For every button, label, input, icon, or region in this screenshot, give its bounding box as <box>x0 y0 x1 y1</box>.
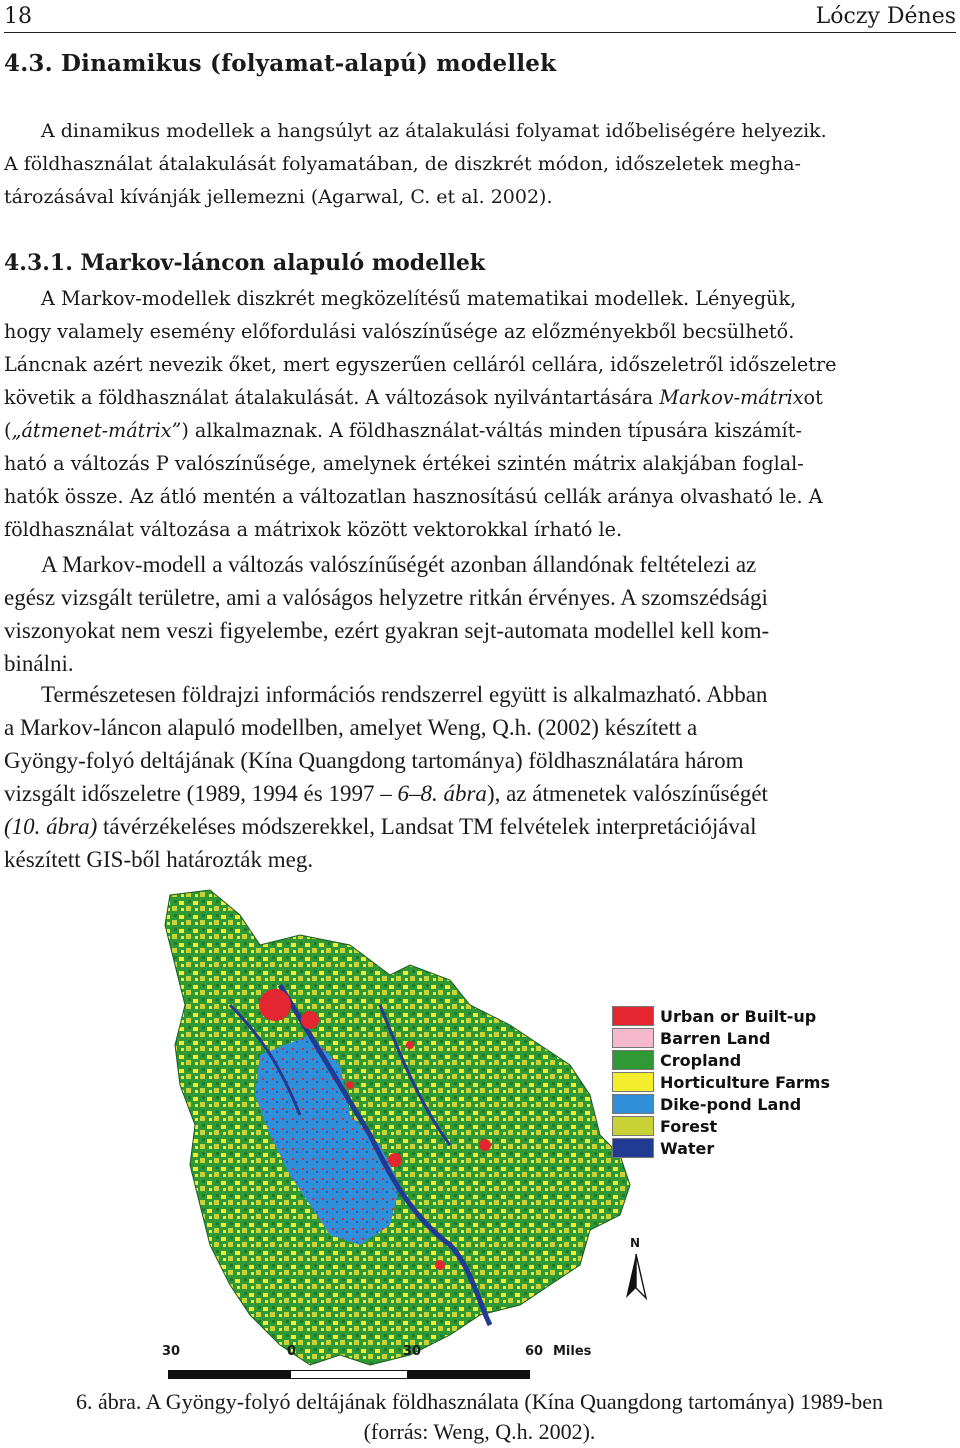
urban-area <box>406 1041 414 1049</box>
legend-item <box>612 1115 852 1137</box>
text-line: Gyöngy-folyó deltájának (Kína Quangdong tartománya) földhasználatára három <box>4 748 744 773</box>
markov-paragraph <box>4 282 955 546</box>
text-line: készített GIS-ből határozták meg. <box>4 847 314 872</box>
legend-swatch <box>612 1006 654 1026</box>
text-line: ható a változás P valószínűsége, amelynek értékei szintén mátrix alakjában foglal- <box>4 452 804 475</box>
legend-item <box>612 1137 852 1159</box>
text-line: Láncnak azért nevezik őket, mert egyszerűen celláról cellára, időszeletről időszeletre <box>4 353 837 376</box>
running-author: Lóczy Dénes <box>815 4 956 29</box>
text-run: ( <box>4 419 12 442</box>
text-line: A földhasználat átalakulását folyamatában, de diszkrét módon, időszeletek megha- <box>4 153 801 175</box>
text-run: ) alkalmaznak. A földhasználat-váltás minden típusára kiszámít- <box>181 419 802 442</box>
legend-swatch <box>612 1138 654 1158</box>
urban-area <box>435 1260 445 1270</box>
legend-swatch <box>612 1028 654 1048</box>
markov-limitations-paragraph <box>4 548 955 680</box>
text-line: tározásával kívánják jellemezni (Agarwal, C. et al. 2002). <box>4 186 553 208</box>
legend-label: Cropland <box>660 1050 742 1070</box>
legend-swatch <box>612 1094 654 1114</box>
text-line: A Markov-modell a változás valószínűségét azonban állandónak feltételezi az <box>41 552 757 577</box>
subsection-heading: 4.3.1. Markov-láncon alapuló modellek <box>4 250 486 276</box>
text-line <box>4 381 955 414</box>
text-line: Természetesen földrajzi információs rendszerrel együtt is alkalmazható. Abban <box>41 682 768 707</box>
scale-tick-label: 30 <box>403 1344 422 1359</box>
urban-area <box>346 1081 354 1089</box>
legend-item <box>612 1027 852 1049</box>
text-line: hogy valamely esemény előfordulási valószínűsége az előzményekből becsülhető. <box>4 320 795 343</box>
text-line: hatók össze. Az átló mentén a változatlan hasznosítású cellák aránya olvasható le. A <box>4 485 823 508</box>
urban-area <box>301 1011 319 1029</box>
text-run: ot <box>803 386 823 409</box>
italic-term: „átmenet-mátrix” <box>11 419 182 442</box>
page-header <box>4 0 956 33</box>
scale-tick-label: 30 <box>162 1344 181 1359</box>
figure-reference: 6–8. ábra <box>397 781 487 806</box>
scale-segment <box>168 1370 290 1379</box>
north-label: N <box>630 1236 641 1250</box>
text-run: távérzékeléses módszerekkel, Landsat TM felvételek interpretációjával <box>97 814 757 839</box>
italic-term: Markov-mátrix <box>659 386 804 409</box>
legend-item <box>612 1071 852 1093</box>
scale-bar <box>160 1340 630 1386</box>
text-line <box>4 414 955 447</box>
figure-reference: (10. ábra) <box>4 814 98 839</box>
scale-tick-label: 0 <box>287 1344 297 1359</box>
delta-region <box>165 890 630 1365</box>
figure-caption <box>4 1387 955 1447</box>
page-number: 18 <box>4 4 32 29</box>
text-line: egész vizsgált területre, ami a valóságos helyzetre ritkán érvényes. A szomszédsági <box>4 585 768 610</box>
gis-paragraph <box>4 678 955 876</box>
urban-area <box>388 1153 402 1167</box>
map-legend <box>612 1005 852 1159</box>
legend-item <box>612 1093 852 1115</box>
legend-swatch <box>612 1050 654 1070</box>
legend-label: Dike-pond Land <box>660 1094 802 1114</box>
text-run: ), az átmenetek valószínűségét <box>486 781 768 806</box>
legend-swatch <box>612 1072 654 1092</box>
caption-line: (forrás: Weng, Q.h. 2002). <box>363 1419 596 1444</box>
scale-segment <box>408 1370 530 1379</box>
text-run: követik a földhasználat átalakulását. A változások nyilvántartására <box>4 386 660 409</box>
scale-segment <box>290 1370 408 1379</box>
legend-label: Water <box>660 1138 715 1158</box>
legend-item <box>612 1049 852 1071</box>
legend-swatch <box>612 1116 654 1136</box>
text-line: binálni. <box>4 651 74 676</box>
scale-unit: Miles <box>553 1344 592 1359</box>
text-run: vizsgált időszeletre (1989, 1994 és 1997 – <box>4 781 398 806</box>
legend-item <box>612 1005 852 1027</box>
text-line: viszonyokat nem veszi figyelembe, ezért gyakran sejt-automata modellel kell kom- <box>4 618 770 643</box>
text-line <box>4 777 955 810</box>
urban-area <box>259 989 291 1021</box>
caption-line: 6. ábra. A Gyöngy-folyó deltájának földhasználata (Kína Quangdong tartománya) 1989-ben <box>75 1389 884 1414</box>
legend-label: Barren Land <box>660 1028 771 1048</box>
legend-label: Urban or Built-up <box>660 1006 817 1026</box>
text-line: A dinamikus modellek a hangsúlyt az átalakulási folyamat időbeliségére helyezik. <box>41 120 827 142</box>
legend-label: Horticulture Farms <box>660 1072 830 1092</box>
text-line: a Markov-láncon alapuló modellben, amelyet Weng, Q.h. (2002) készített a <box>4 715 698 740</box>
north-arrow <box>618 1236 658 1306</box>
intro-paragraph <box>4 115 955 214</box>
section-heading: 4.3. Dinamikus (folyamat-alapú) modellek <box>4 50 557 77</box>
text-line: A Markov-modellek diszkrét megközelítésű matematikai modellek. Lényegük, <box>41 287 797 310</box>
text-line: földhasználat változása a mátrixok között vektorokkal írható le. <box>4 518 623 541</box>
legend-label: Forest <box>660 1116 718 1136</box>
urban-area <box>479 1139 491 1151</box>
text-line <box>4 810 955 843</box>
scale-tick-label: 60 <box>525 1344 544 1359</box>
